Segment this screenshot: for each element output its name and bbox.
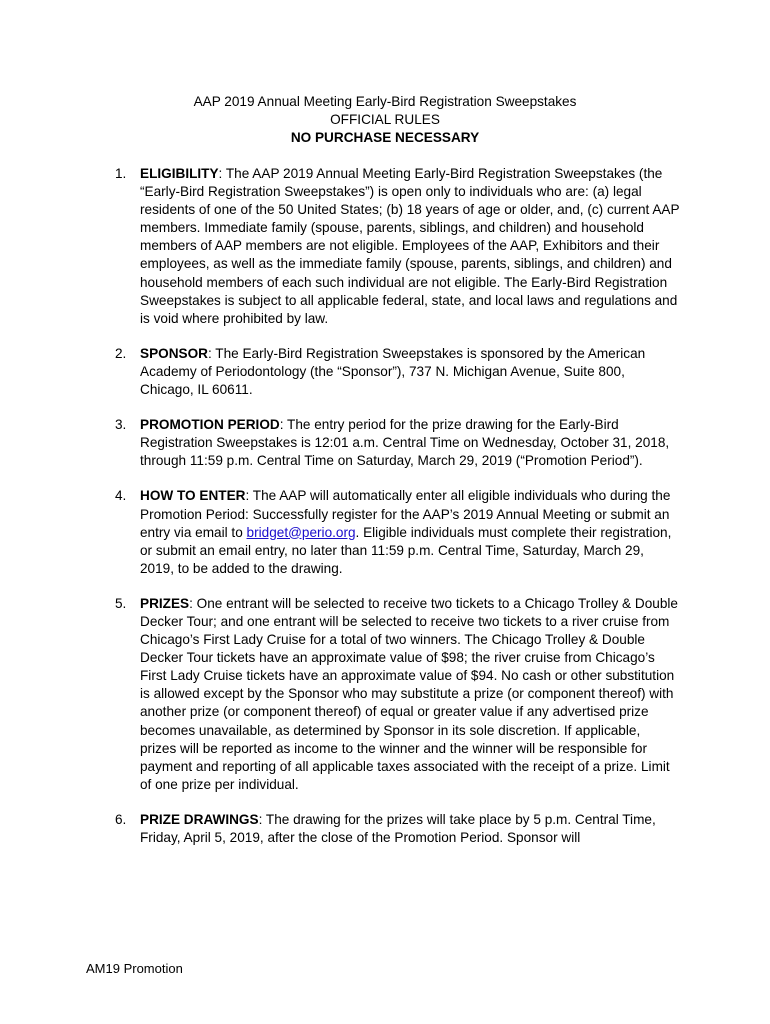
no-purchase-heading: NO PURCHASE NECESSARY (290, 130, 480, 145)
rule-prizes (115, 595, 680, 794)
rule-label: PRIZES (140, 595, 190, 611)
sweepstakes-title: AAP 2019 Annual Meeting Early-Bird Registration Sweepstakes (193, 94, 577, 109)
rules-list (115, 165, 680, 864)
rule-number: 6. (115, 811, 127, 827)
rule-promotion-period (115, 416, 680, 470)
rule-text: : The entry period for the prize drawing for the Early-Bird Registration Sweepstakes is 12:01 a.m. Central Time on Wednesday, October 31, 2018, through 11:59 p.m. Central Time on Saturday, March 29, 2019 (“Promotion Period”). (140, 417, 670, 469)
email-link[interactable]: bridget@perio.org (246, 524, 356, 540)
rule-text: : The Early-Bird Registration Sweepstakes is sponsored by the American Academy of Periodontology (the “Sponsor”), 737 N. Michigan Avenue, Suite 800, Chicago, IL 60611. (140, 345, 646, 398)
document-header (0, 93, 770, 147)
rule-label: PRIZE DRAWINGS (140, 811, 259, 827)
rule-number: 4. (115, 488, 127, 504)
rule-number: 5. (115, 595, 127, 611)
rule-how-to-enter (115, 487, 680, 577)
rule-text: : The AAP will automatically enter all eligible individuals who during the Promotion Period: Successfully register for the AAP’s 2019 Annual Meeting or submit an entry via email to (140, 488, 671, 540)
page-footer: AM19 Promotion (86, 961, 183, 976)
rule-label: PROMOTION PERIOD (140, 417, 280, 433)
rule-text: : The drawing for the prizes will take place by 5 p.m. Central Time, Friday, April 5, 2019, after the close of the Promotion Period. Sponsor will (140, 811, 656, 845)
rule-prize-drawings (115, 811, 680, 847)
rule-text: : One entrant will be selected to receive two tickets to a Chicago Trolley & Double Decker Tour; and one entrant will be selected to receive two tickets to a river cruise from Chicago’s First Lady Cruise for a total of two winners. The Chicago Trolley & Double Decker Tour tickets have an approximate value of $98; the river cruise from Chicago’s First Lady Cruise tickets have an approximate value of $94. No cash or other substitution is allowed except by the Sponsor who may substitute a prize (or component thereof) with another prize (or component thereof) of equal or greater value if any advertised prize becomes unavailable, as determined by Sponsor in its sole discretion. If applicable, prizes will be reported as income to the winner and the winner will be responsible for payment and reporting of all applicable taxes associated with the receipt of a prize. Limit of one prize per individual. (140, 595, 678, 792)
rule-sponsor (115, 345, 680, 399)
rule-number: 1. (115, 166, 127, 181)
rule-label: HOW TO ENTER (140, 488, 246, 504)
rule-text: : The AAP 2019 Annual Meeting Early-Bird Registration Sweepstakes (the “Early-Bird Registration Sweepstakes”) is open only to individuals who are: (a) legal residents of one of the 50 United States; (b) 18 years of age or older, and, (c) current AAP members. Immediate family (spouse, parents, siblings, and children) and household members of AAP members are not eligible. Employees of the AAP, Exhibitors and their employees, as well as the immediate family (spouse, parents, siblings, and children) and household members of each such individual are not eligible. The Early-Bird Registration Sweepstakes is subject to all applicable federal, state, and local laws and regulations and is void where prohibited by law. (140, 166, 680, 326)
rule-eligibility (115, 165, 680, 328)
rule-label: ELIGIBILITY (140, 166, 219, 181)
rule-text-continued: . Eligible individuals must complete their registration, or submit an email entry, no later than 11:59 p.m. Central Time, Saturday, March 29, 2019, to be added to the drawing. (140, 524, 672, 576)
official-rules-heading: OFFICIAL RULES (330, 112, 440, 127)
rule-label: SPONSOR (140, 345, 208, 361)
rule-number: 3. (115, 417, 127, 433)
rule-number: 2. (115, 345, 127, 361)
